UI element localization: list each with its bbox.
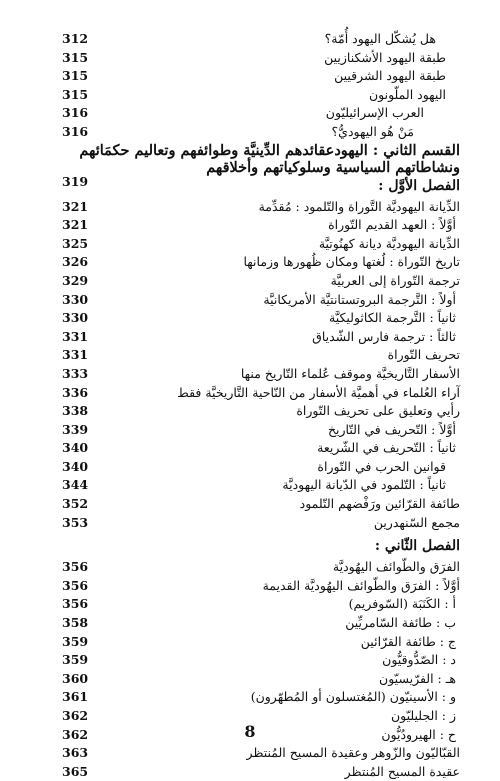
toc-entry-title: ز : الجليليّون [390, 708, 456, 723]
table-of-contents [62, 30, 460, 781]
toc-entry [62, 558, 460, 577]
toc-entry-title: اليهود الملّونون [368, 86, 446, 102]
toc-entry-page: 344 [62, 477, 89, 493]
section-heading-line-1: القسم الثاني : اليهودعقائدهم الدِّينيَّة وطوائفهم وتعاليم حكمَائهم [79, 141, 460, 159]
toc-entry-page: 352 [62, 496, 89, 512]
toc-entry-page: 315 [62, 86, 89, 102]
toc-entry-title: ثانياً : التَّرجمة الكاثوليكيَّة [329, 310, 456, 326]
toc-entry [62, 476, 460, 495]
toc-entry-page: 356 [62, 577, 89, 593]
toc-entry [62, 328, 460, 347]
toc-entry [62, 104, 460, 123]
toc-entry-page: 362 [62, 708, 89, 723]
toc-entry [62, 514, 460, 533]
toc-entry-title: ثانياً : التّحريف في الشّريعة [317, 440, 456, 456]
toc-entry [62, 198, 460, 217]
toc-entry-title: آراء العُلماء في أهميَّة الأسفار من النّاحية التَّاريخيَّة فقط [177, 384, 460, 400]
toc-entry-page: 356 [62, 596, 89, 612]
toc-entry [62, 421, 460, 440]
toc-entry [62, 253, 460, 272]
toc-entry-title: أوَّلاً : العهد القديم التّوراة [328, 217, 456, 233]
chapter-page-number: 319 [62, 173, 89, 189]
toc-entry-page: 358 [62, 615, 89, 631]
toc-entry-page: 315 [62, 49, 89, 65]
toc-entry-page: 359 [62, 633, 89, 649]
toc-entry-title: الأسفار التَّاريخيَّة وموقف عُلماء التّاريخ منها [240, 365, 460, 381]
toc-entry [62, 614, 460, 633]
toc-entry-title: أ : الكَنَبَة (السّوفريم) [348, 596, 456, 612]
toc-entry-page: 321 [62, 217, 89, 233]
toc-entry-title: و : الأسينيّون (المُغتسلون أو المُطهّرون) [250, 689, 456, 705]
toc-entry [62, 744, 460, 763]
chapter-title: الفصل الأوَّل : [378, 177, 460, 194]
chapter-title: الفصل الثّاني : [374, 538, 460, 555]
toc-entry-title: د : الصّدُّوقيُّون [382, 652, 456, 668]
toc-entry [62, 291, 460, 310]
toc-entry [62, 495, 460, 514]
toc-entry [62, 123, 460, 142]
toc-entry [62, 458, 460, 477]
toc-entry-page: 338 [62, 403, 89, 419]
toc-entry-page: 321 [62, 198, 89, 214]
toc-entry-title: أوَّلاً : الفرَق والطّوائف اليهُوديَّة القديمة [262, 577, 460, 593]
toc-entry [62, 86, 460, 105]
toc-entry [62, 439, 460, 458]
toc-entry-page: 330 [62, 310, 89, 326]
toc-entry-page: 356 [62, 559, 89, 575]
toc-entry-page: 340 [62, 458, 89, 474]
toc-entry [62, 651, 460, 670]
toc-entry-title: ثانياً : التّلمود في الدّيانة اليهوديَّة [282, 477, 446, 493]
toc-entry-title: تحريف التّوراة [387, 347, 460, 363]
toc-entry-title: طبقة اليهود الأشكنازيين [324, 49, 446, 65]
toc-entry [62, 688, 460, 707]
toc-entry-title: طبقة اليهود الشرقيين [334, 68, 446, 84]
toc-entry-title: الدِّيانة اليهوديَّة ديانة كهنُوتيَّة [318, 235, 460, 251]
toc-entry-page: 339 [62, 421, 89, 437]
toc-entry-title: العرب الإسرائيليّون [325, 105, 424, 121]
toc-entry-title: ثالثاً : ترجمة فارس الشّدياق [312, 328, 456, 344]
toc-entry-title: هل يُشكّل اليهود أُمّة؟ [324, 31, 436, 46]
toc-entry-title: طائفة القرّائين ورَفْضهم التّلمود [299, 496, 460, 512]
toc-entry-page: 315 [62, 68, 89, 84]
toc-entry-title: تاريخ التّوراة : لُغتها ومكان ظُهورها وزمانها [243, 254, 460, 270]
toc-entry-title: الدِّيانة اليهوديَّة التَّوراة والتّلمود : مُقدِّمة [258, 198, 460, 214]
toc-entry-page: 362 [62, 726, 89, 742]
toc-entry-title: الفرَق والطّوائف اليهُوديَّة [332, 559, 460, 575]
toc-entry-page: 330 [62, 291, 89, 307]
toc-entry-page: 336 [62, 384, 89, 400]
chapter-heading-1 [62, 173, 460, 198]
toc-group-b [62, 198, 460, 533]
page-number: 8 [244, 722, 256, 741]
toc-entry-page: 326 [62, 254, 89, 270]
toc-entry-title: ترجمة التّوراة إلى العربيَّة [330, 272, 460, 288]
toc-entry [62, 49, 460, 68]
toc-entry [62, 633, 460, 652]
toc-entry-page: 331 [62, 347, 89, 363]
toc-entry-title: عقيدة المسيح المُنتظر [344, 763, 460, 779]
toc-entry-page: 316 [62, 105, 89, 121]
toc-entry-title: ج : طائفة القرّائين [360, 633, 456, 649]
chapter-heading-2 [62, 536, 460, 558]
toc-entry-page: 325 [62, 235, 89, 251]
toc-entry-page: 331 [62, 328, 89, 344]
toc-entry-page: 333 [62, 365, 89, 381]
toc-entry-title: أوَّلاً : التّحريف في التّاريخ [327, 421, 456, 437]
toc-entry-title: رأيي وتعليق على تحريف التّوراة [296, 403, 460, 419]
toc-entry [62, 384, 460, 403]
toc-entry [62, 365, 460, 384]
toc-entry-title: أولاً : التَّرجمة البروتستانتيَّة الأمريكانيَّة [263, 291, 456, 307]
toc-entry-page: 361 [62, 689, 89, 705]
toc-entry-title: مجمع السّنهدرين [373, 514, 460, 530]
section-heading-line-2: ونشاطاتهم السياسية وسلوكياتهم وأخلاقهم [206, 158, 460, 176]
toc-entry [62, 272, 460, 291]
toc-entry [62, 216, 460, 235]
toc-entry [62, 309, 460, 328]
toc-entry [62, 402, 460, 421]
toc-entry-page: 363 [62, 745, 89, 761]
toc-entry-title: قوانين الحرب في التّوراة [317, 458, 446, 474]
toc-entry [62, 577, 460, 596]
toc-entry-page: 340 [62, 440, 89, 456]
toc-entry-page: 316 [62, 123, 89, 139]
toc-entry [62, 763, 460, 781]
toc-entry [62, 670, 460, 689]
toc-entry-page: 359 [62, 652, 89, 668]
toc-entry-page: 365 [62, 763, 89, 779]
toc-entry [62, 595, 460, 614]
toc-entry [62, 30, 460, 49]
toc-entry-page: 329 [62, 272, 89, 288]
toc-entry-page: 312 [62, 31, 89, 46]
toc-entry-title: هـ : الفرّيسيّون [379, 670, 456, 686]
toc-entry-title: القبّاليّون والزّوهر وعقيدة المسيح المُنتظر [246, 745, 460, 761]
toc-group-a [62, 30, 460, 142]
toc-entry-title: مَنْ هُو اليهوديُّ؟ [331, 123, 414, 139]
toc-entry [62, 346, 460, 365]
toc-entry-page: 353 [62, 514, 89, 530]
toc-entry-title: ب : طائفة السّامريِّين [345, 615, 456, 631]
toc-entry-title: ح : الهيرودُيُّون [381, 726, 456, 742]
toc-entry [62, 67, 460, 86]
toc-entry-page: 360 [62, 670, 89, 686]
toc-entry [62, 235, 460, 254]
toc-group-c [62, 558, 460, 781]
